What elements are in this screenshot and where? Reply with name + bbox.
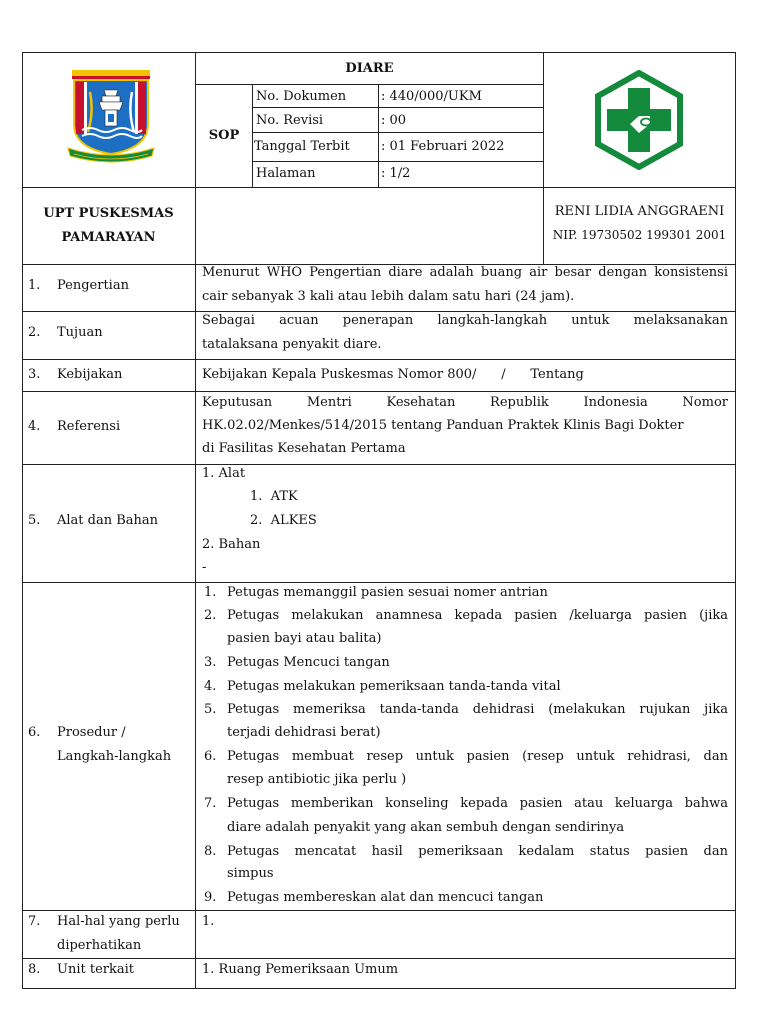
step-text-line: Petugas memeriksa tanda-tanda dehidrasi (melakukan rujukan jika xyxy=(227,702,728,717)
list-item: - xyxy=(202,560,207,575)
regency-emblem-icon xyxy=(64,68,158,168)
meta-value-revisi: : 00 xyxy=(381,113,407,128)
step-text-line: Petugas melakukan anamnesa kepada pasien /keluarga pasien (jika xyxy=(227,608,728,623)
section-label: Prosedur / xyxy=(57,725,126,740)
section-text-line: Kebijakan Kepala Puskesmas Nomor 800/ / Tentang xyxy=(202,367,584,382)
document-title: DIARE xyxy=(345,61,394,76)
section-text-line: Sebagai acuan penerapan langkah-langkah untuk melaksanakan xyxy=(202,313,728,328)
section-label: Hal-hal yang perlu xyxy=(57,914,180,929)
step-number: 5. xyxy=(204,702,217,717)
step-text-line: Petugas melakukan pemeriksaan tanda-tanda vital xyxy=(227,679,561,694)
step-text-line: Petugas memberikan konseling kepada pasien atau keluarga bahwa xyxy=(227,796,728,811)
section-num: 5. xyxy=(28,513,41,528)
step-text-line: diare adalah penyakit yang akan sembuh dengan sendirinya xyxy=(227,820,625,835)
section-text-line: 1. xyxy=(202,914,215,929)
step-number: 6. xyxy=(204,749,217,764)
step-text-line: simpus xyxy=(227,866,274,881)
section-text-line: tatalaksana penyakit diare. xyxy=(202,337,382,352)
section-text-line: cair sebanyak 3 kali atau lebih dalam satu hari (24 jam). xyxy=(202,289,575,304)
section-num: 6. xyxy=(28,725,41,740)
section-label: Alat dan Bahan xyxy=(57,513,159,528)
meta-label-revisi: No. Revisi xyxy=(256,113,324,128)
meta-value-terbit: : 01 Februari 2022 xyxy=(381,139,505,154)
section-label: Langkah-langkah xyxy=(57,749,172,764)
section-label: Kebijakan xyxy=(57,367,123,382)
list-item: 1. ATK xyxy=(250,489,298,504)
section-label: Tujuan xyxy=(57,325,103,340)
section-num: 8. xyxy=(28,962,41,977)
section-text-line: 1. Ruang Pemeriksaan Umum xyxy=(202,962,399,977)
section-text-line: Keputusan Mentri Kesehatan Republik Indonesia Nomor xyxy=(202,395,728,410)
list-item: 2. ALKES xyxy=(250,513,317,528)
step-text-line: Petugas membuat resep untuk pasien (resep untuk rehidrasi, dan xyxy=(227,749,728,764)
section-num: 2. xyxy=(28,325,41,340)
step-number: 3. xyxy=(204,655,217,670)
step-text-line: resep antibiotic jika perlu ) xyxy=(227,772,407,787)
list-heading: 1. Alat xyxy=(202,466,246,481)
signer-nip: NIP. 19730502 199301 2001 xyxy=(552,228,727,242)
section-num: 4. xyxy=(28,419,41,434)
step-number: 4. xyxy=(204,679,217,694)
org-name-line1: UPT PUSKESMAS xyxy=(43,206,174,221)
section-text-line: Menurut WHO Pengertian diare adalah buang air besar dengan konsistensi xyxy=(202,265,728,280)
step-number: 1. xyxy=(204,585,217,600)
step-text-line: Petugas mencatat hasil pemeriksaan kedalam status pasien dan xyxy=(227,844,728,859)
meta-label-dokumen: No. Dokumen xyxy=(256,89,347,104)
section-label: Pengertian xyxy=(57,278,129,293)
step-number: 7. xyxy=(204,796,217,811)
step-number: 2. xyxy=(204,608,217,623)
org-name-line2: PAMARAYAN xyxy=(61,230,156,245)
section-num: 7. xyxy=(28,914,41,929)
section-num: 3. xyxy=(28,367,41,382)
step-text-line: Petugas memanggil pasien sesuai nomer antrian xyxy=(227,585,548,600)
meta-label-terbit: Tanggal Terbit xyxy=(254,139,350,154)
section-num: 1. xyxy=(28,278,41,293)
meta-value-dokumen: : 440/000/UKM xyxy=(381,89,482,104)
step-number: 9. xyxy=(204,890,217,905)
step-text-line: terjadi dehidrasi berat) xyxy=(227,725,381,740)
step-number: 8. xyxy=(204,844,217,859)
section-label: Unit terkait xyxy=(57,962,134,977)
signer-name: RENI LIDIA ANGGRAENI xyxy=(554,204,725,219)
step-text-line: Petugas Mencuci tangan xyxy=(227,655,390,670)
list-heading: 2. Bahan xyxy=(202,537,261,552)
section-text-line: HK.02.02/Menkes/514/2015 tentang Panduan Praktek Klinis Bagi Dokter xyxy=(202,418,684,433)
section-text-line: di Fasilitas Kesehatan Pertama xyxy=(202,441,406,456)
step-text-line: pasien bayi atau balita) xyxy=(227,631,382,646)
sop-label: SOP xyxy=(208,128,240,143)
section-label: Referensi xyxy=(57,419,121,434)
meta-value-halaman: : 1/2 xyxy=(381,166,411,181)
puskesmas-logo-icon xyxy=(592,70,686,170)
step-text-line: Petugas membereskan alat dan mencuci tangan xyxy=(227,890,544,905)
meta-label-halaman: Halaman xyxy=(256,166,316,181)
section-label: diperhatikan xyxy=(57,938,142,953)
